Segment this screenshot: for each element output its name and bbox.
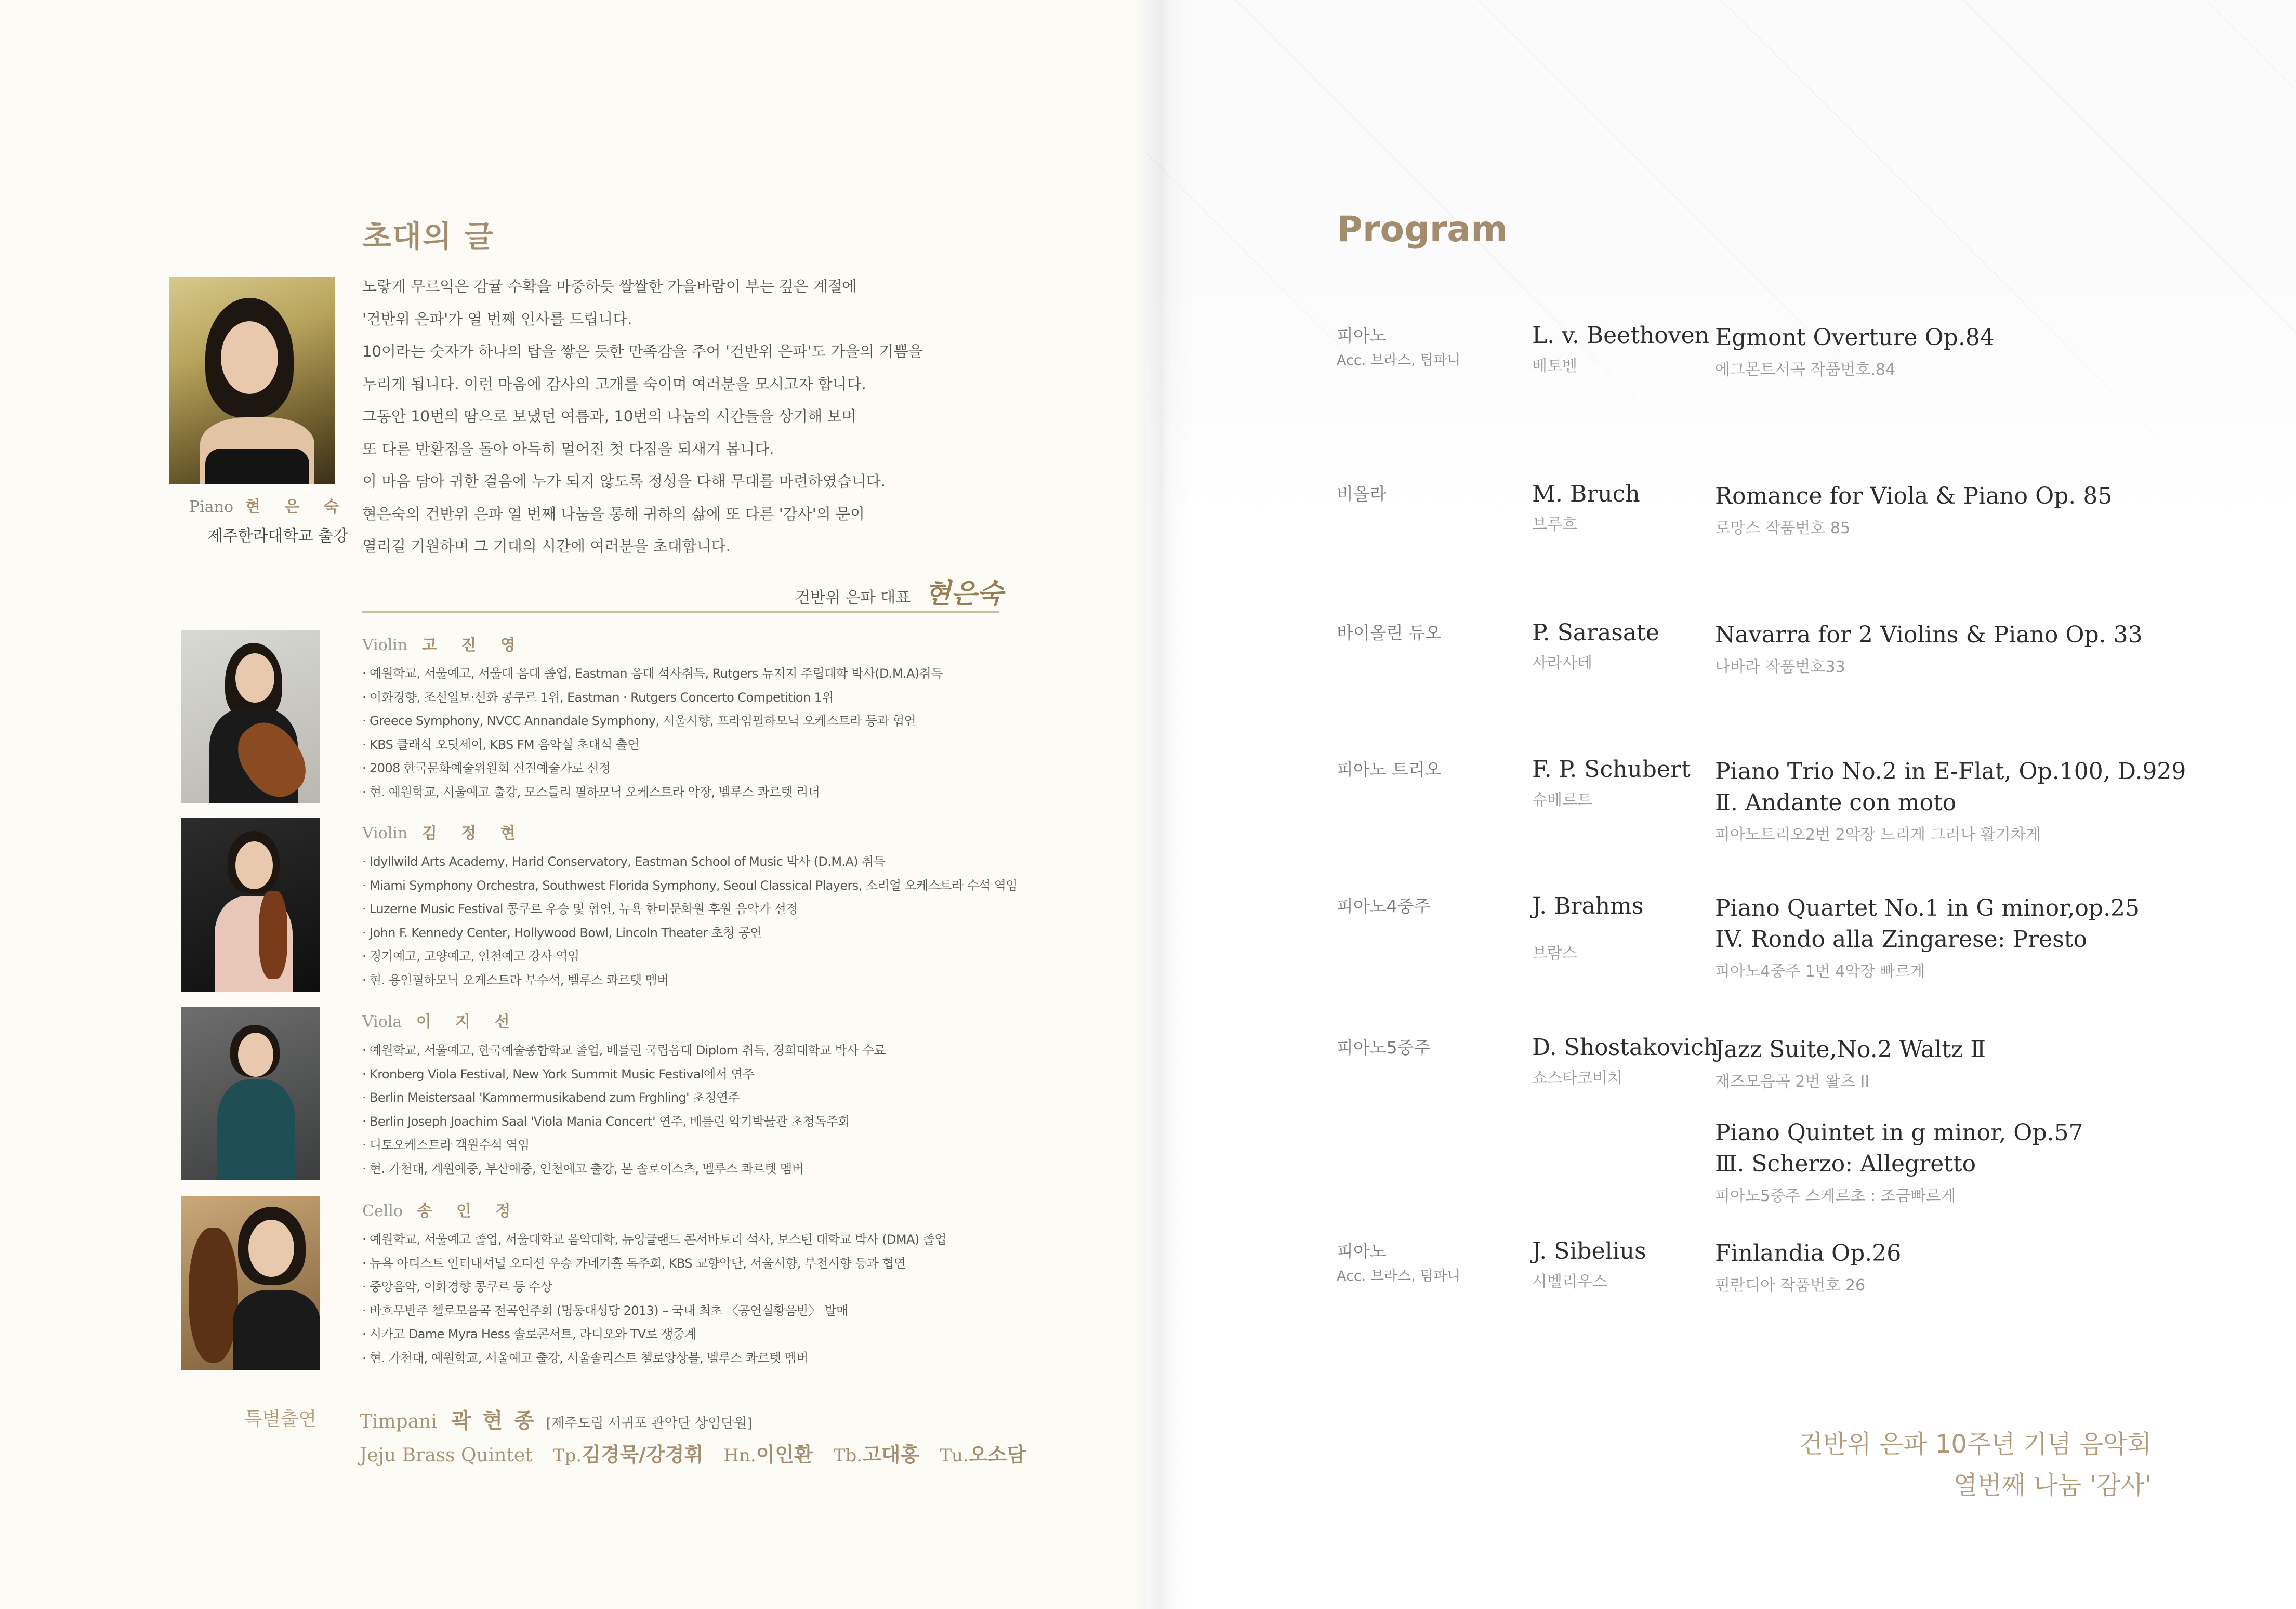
concert-title: [1715, 1424, 2152, 1501]
program-composer-ko: 브루흐: [1532, 516, 1577, 534]
left-page: [0, 0, 1146, 1609]
concert-title-line1: 건반위 은파 10주년 기념 음악회: [1799, 1430, 2152, 1459]
program-movement: Ⅲ. Scherzo: Allegretto: [1715, 1151, 1976, 1177]
invitation-body: [362, 270, 1022, 563]
host-name: 현 은 숙: [245, 498, 348, 516]
bio-line: · 2008 한국문화예술위원회 신진예술가로 선정: [362, 761, 611, 775]
program-instrument: 바이올린 듀오: [1337, 623, 1442, 643]
performer: [362, 632, 1038, 804]
program-work: Piano Quartet No.1 in G minor,op.25: [1715, 895, 2140, 921]
performer-name: 김 정 현: [421, 824, 525, 842]
program-composer-ko: 슈베르트: [1532, 791, 1592, 809]
performer-name: 송 인 정: [417, 1202, 520, 1220]
guest-name: 곽 현 종: [451, 1409, 536, 1433]
invitation-line: 이 마음 담아 귀한 걸음에 누가 되지 않도록 정성을 다해 무대를 마련하였습니다.: [362, 472, 886, 490]
bio-line: · KBS 클래식 오딧세이, KBS FM 음악실 초대석 출연: [362, 737, 639, 752]
brass-player: 김경묵/강경휘: [582, 1443, 704, 1466]
bio-line: · Kronberg Viola Festival, New York Summit Music Festival에서 연주: [362, 1066, 755, 1082]
program-work: Piano Quintet in g minor, Op.57: [1715, 1119, 2083, 1146]
program-composer-ko: 브람스: [1532, 944, 1577, 962]
invitation-line: 노랗게 무르익은 감귤 수확을 마중하듯 쌀쌀한 가을바람이 부는 깊은 계절에: [362, 278, 857, 295]
performer-photo: [181, 630, 320, 803]
host-photo: [169, 277, 335, 484]
program-work: Navarra for 2 Violins & Piano Op. 33: [1715, 622, 2143, 648]
brass-player: 오소담: [968, 1443, 1026, 1466]
performer-photo: [181, 1196, 320, 1370]
brass-abbr: Tu.: [940, 1445, 969, 1466]
bio-line: · 현. 가천대, 예원학교, 서울예고 출강, 서울솔리스트 첼로앙상블, 벨루스 콰르텟 멤버: [362, 1350, 808, 1365]
program-work: Romance for Viola & Piano Op. 85: [1715, 483, 2113, 509]
signature-name: 현은숙: [925, 578, 1003, 610]
program-composer: D. Shostakovich: [1532, 1034, 1719, 1061]
bio-line: · Berlin Joseph Joachim Saal 'Viola Mania Concert' 연주, 베를린 악기박물관 초청독주회: [362, 1114, 850, 1129]
bio-line: · Idyllwild Arts Academy, Harid Conservatory, Eastman School of Music 박사 (D.M.A) 취득: [362, 854, 886, 869]
bio-line: · 현. 가천대, 계원예중, 부산예중, 인천예고 출강, 본 솔로이스츠, 벨루스 콰르텟 멤버: [362, 1161, 804, 1176]
program-instrument: 피아노5중주: [1337, 1037, 1431, 1058]
program-instrument: 피아노4중주: [1337, 896, 1431, 916]
bio-line: · 경기예고, 고양예고, 인천예고 강사 역임: [362, 949, 579, 964]
guest-role: Jeju Brass Quintet: [360, 1445, 533, 1466]
bio-line: · 예원학교, 서울예고, 한국예술종합학교 졸업, 베를린 국립음대 Diplom 취득, 경희대학교 박사 수료: [362, 1043, 886, 1058]
performer-name: 고 진 영: [421, 636, 525, 654]
bio-line: · Berlin Meistersaal 'Kammermusikabend zum Frghling' 초청연주: [362, 1090, 740, 1105]
guest-timpani: [360, 1404, 753, 1434]
program-work: Finlandia Op.26: [1715, 1240, 1902, 1267]
special-label: 특별출연: [244, 1408, 317, 1430]
concert-title-line2: 열번째 나눔 '감사': [1953, 1471, 2152, 1500]
brass-abbr: Tb.: [833, 1445, 863, 1466]
program-instrument: 피아노 트리오: [1337, 759, 1442, 780]
program-work-ko: 나바라 작품번호33: [1715, 658, 1845, 676]
bio-line: · 현. 용인필하모닉 오케스트라 부수석, 벨루스 콰르텟 멤버: [362, 972, 669, 987]
host-school: 제주한라대학교 출강: [207, 527, 348, 545]
performer-instrument: Cello: [362, 1202, 403, 1220]
brass-player: 고대홍: [862, 1443, 920, 1466]
guest-role: Timpani: [360, 1411, 437, 1432]
bio-line: · 뉴욕 아티스트 인터내셔널 오디션 우승 카네기홀 독주회, KBS 교향악단, 서울시향, 부천시향 등과 협연: [362, 1256, 906, 1271]
program-work: Egmont Overture Op.84: [1715, 324, 1995, 351]
program-work-ko: 피아노5중주 스케르초 : 조금빠르게: [1715, 1187, 1956, 1205]
program-composer: F. P. Schubert: [1532, 756, 1691, 783]
invitation-line: '건반위 은파'가 열 번째 인사를 드립니다.: [362, 310, 632, 328]
invitation-line: 10이라는 숫자가 하나의 탑을 쌓은 듯한 만족감을 주어 '건반위 은파'도 가을의 기쁨을: [362, 342, 923, 360]
program-work-ko: 핀란디아 작품번호 26: [1715, 1276, 1866, 1295]
program-composer-ko: 사라사테: [1532, 654, 1592, 672]
performer: [362, 820, 1038, 992]
brass-player: 이인환: [756, 1443, 813, 1466]
guest-note: [제주도립 서귀포 관악단 상임단원]: [546, 1416, 753, 1431]
bio-line: · 현. 예원학교, 서울예고 출강, 모스틀리 필하모닉 오케스트라 악장, 벨루스 콰르텟 리더: [362, 784, 820, 799]
bio-line: · 바흐무반주 첼로모음곡 전곡연주회 (명동대성당 2013) – 국내 최초 〈공연실황음반〉 발매: [362, 1303, 848, 1318]
host-role: Piano: [189, 498, 234, 516]
bio-line: · 중앙음악, 이화경향 콩쿠르 등 수상: [362, 1280, 552, 1294]
program-composer: J. Brahms: [1532, 893, 1644, 919]
bio-line: · 시카고 Dame Myra Hess 솔로콘서트, 라디오와 TV로 생중계: [362, 1327, 696, 1341]
gutter-shadow: [1133, 0, 1195, 1609]
program-instrument: 피아노: [1337, 1241, 1387, 1261]
bio-line: · 예원학교, 서울예고 졸업, 서울대학교 음악대학, 뉴잉글랜드 콘서바토리 석사, 보스턴 대학교 박사 (DMA) 졸업: [362, 1232, 946, 1247]
signature-label: 건반위 은파 대표: [795, 589, 911, 607]
program-composer-ko: 베토벤: [1532, 357, 1577, 375]
invitation-line: 그동안 10번의 땀으로 보냈던 여름과, 10번의 나눔의 시간들을 상기해 보며: [362, 407, 856, 425]
program-composer: L. v. Beethoven: [1532, 322, 1709, 349]
program-composer-ko: 쇼스타코비치: [1532, 1069, 1622, 1087]
program-work-ko: 에그몬트서곡 작품번호.84: [1715, 361, 1896, 379]
program-composer: J. Sibelius: [1532, 1238, 1646, 1264]
program-instrument: 피아노: [1337, 325, 1387, 346]
bio-line: · Greece Symphony, NVCC Annandale Symphony, 서울시향, 프라임필하모닉 오케스트라 등과 협연: [362, 714, 916, 728]
program-work-ko: 피아노4중주 1번 4악장 빠르게: [1715, 962, 1925, 981]
bio-line: · 디토오케스트라 객원수석 역임: [362, 1138, 530, 1152]
program-work-ko: 재즈모음곡 2번 왈츠 II: [1715, 1073, 1870, 1091]
program-composer: P. Sarasate: [1532, 619, 1659, 646]
invitation-line: 또 다른 반환점을 돌아 아득히 멀어진 첫 다짐을 되새겨 봅니다.: [362, 440, 774, 458]
invitation-line: 누리게 됩니다. 이런 마음에 감사의 고개를 숙이며 여러분을 모시고자 합니다.: [362, 375, 866, 393]
program-instrument-sub: Acc. 브라스, 팀파니: [1337, 1268, 1461, 1284]
program-movement: IV. Rondo alla Zingarese: Presto: [1715, 926, 2087, 953]
program-movement: Ⅱ. Andante con moto: [1715, 789, 1957, 816]
performer-instrument: Violin: [362, 824, 408, 842]
invitation-title: 초대의 글: [362, 219, 495, 254]
brass-abbr: Tp.: [552, 1445, 582, 1466]
performer-instrument: Viola: [362, 1013, 402, 1031]
performer-photo: [181, 818, 320, 992]
signature: [790, 572, 1003, 611]
program-work: Piano Trio No.2 in E-Flat, Op.100, D.929: [1715, 758, 2186, 785]
bio-line: · Miami Symphony Orchestra, Southwest Florida Symphony, Seoul Classical Players, 소리얼 오케스트라 수석 역임: [362, 878, 1018, 893]
performer-name: 이 지 선: [416, 1013, 519, 1031]
bio-line: · 예원학교, 서울예고, 서울대 음대 졸업, Eastman 음대 석사취득, Rutgers 뉴저지 주립대학 박사(D.M.A)취득: [362, 666, 943, 681]
brass-abbr: Hn.: [723, 1445, 756, 1466]
program-composer-ko: 시벨리우스: [1532, 1273, 1607, 1291]
performer: [362, 1198, 1038, 1370]
program-title: Program: [1337, 209, 1508, 250]
program-work-ko: 피아노트리오2번 2악장 느리게 그러나 활기차게: [1715, 826, 2041, 844]
performer-photo: [181, 1007, 320, 1180]
invitation-line: 열리길 기원하며 그 기대의 시간에 여러분을 초대합니다.: [362, 537, 731, 555]
program-work: Jazz Suite,No.2 Waltz Ⅱ: [1715, 1036, 1986, 1063]
invitation-line: 현은숙의 건반위 은파 열 번째 나눔을 통해 귀하의 삶에 또 다른 '감사'의 문이: [362, 505, 865, 523]
program-instrument-sub: Acc. 브라스, 팀파니: [1337, 352, 1461, 368]
guest-brass: [360, 1439, 1026, 1467]
bio-line: · 이화경향, 조선일보·선화 콩쿠르 1위, Eastman · Rutgers Concerto Competition 1위: [362, 690, 834, 705]
program-instrument: 비올라: [1337, 484, 1387, 504]
performer: [362, 1009, 1038, 1181]
bio-line: · Luzerne Music Festival 콩쿠르 우승 및 협연, 뉴욕 한미문화원 후원 음악가 선정: [362, 902, 798, 916]
program-composer: M. Bruch: [1532, 481, 1640, 507]
host-caption: [156, 494, 348, 546]
divider: [362, 611, 999, 613]
performer-instrument: Violin: [362, 636, 408, 654]
program-work-ko: 로망스 작품번호 85: [1715, 519, 1851, 537]
bio-line: · John F. Kennedy Center, Hollywood Bowl, Lincoln Theater 초청 공연: [362, 925, 762, 940]
